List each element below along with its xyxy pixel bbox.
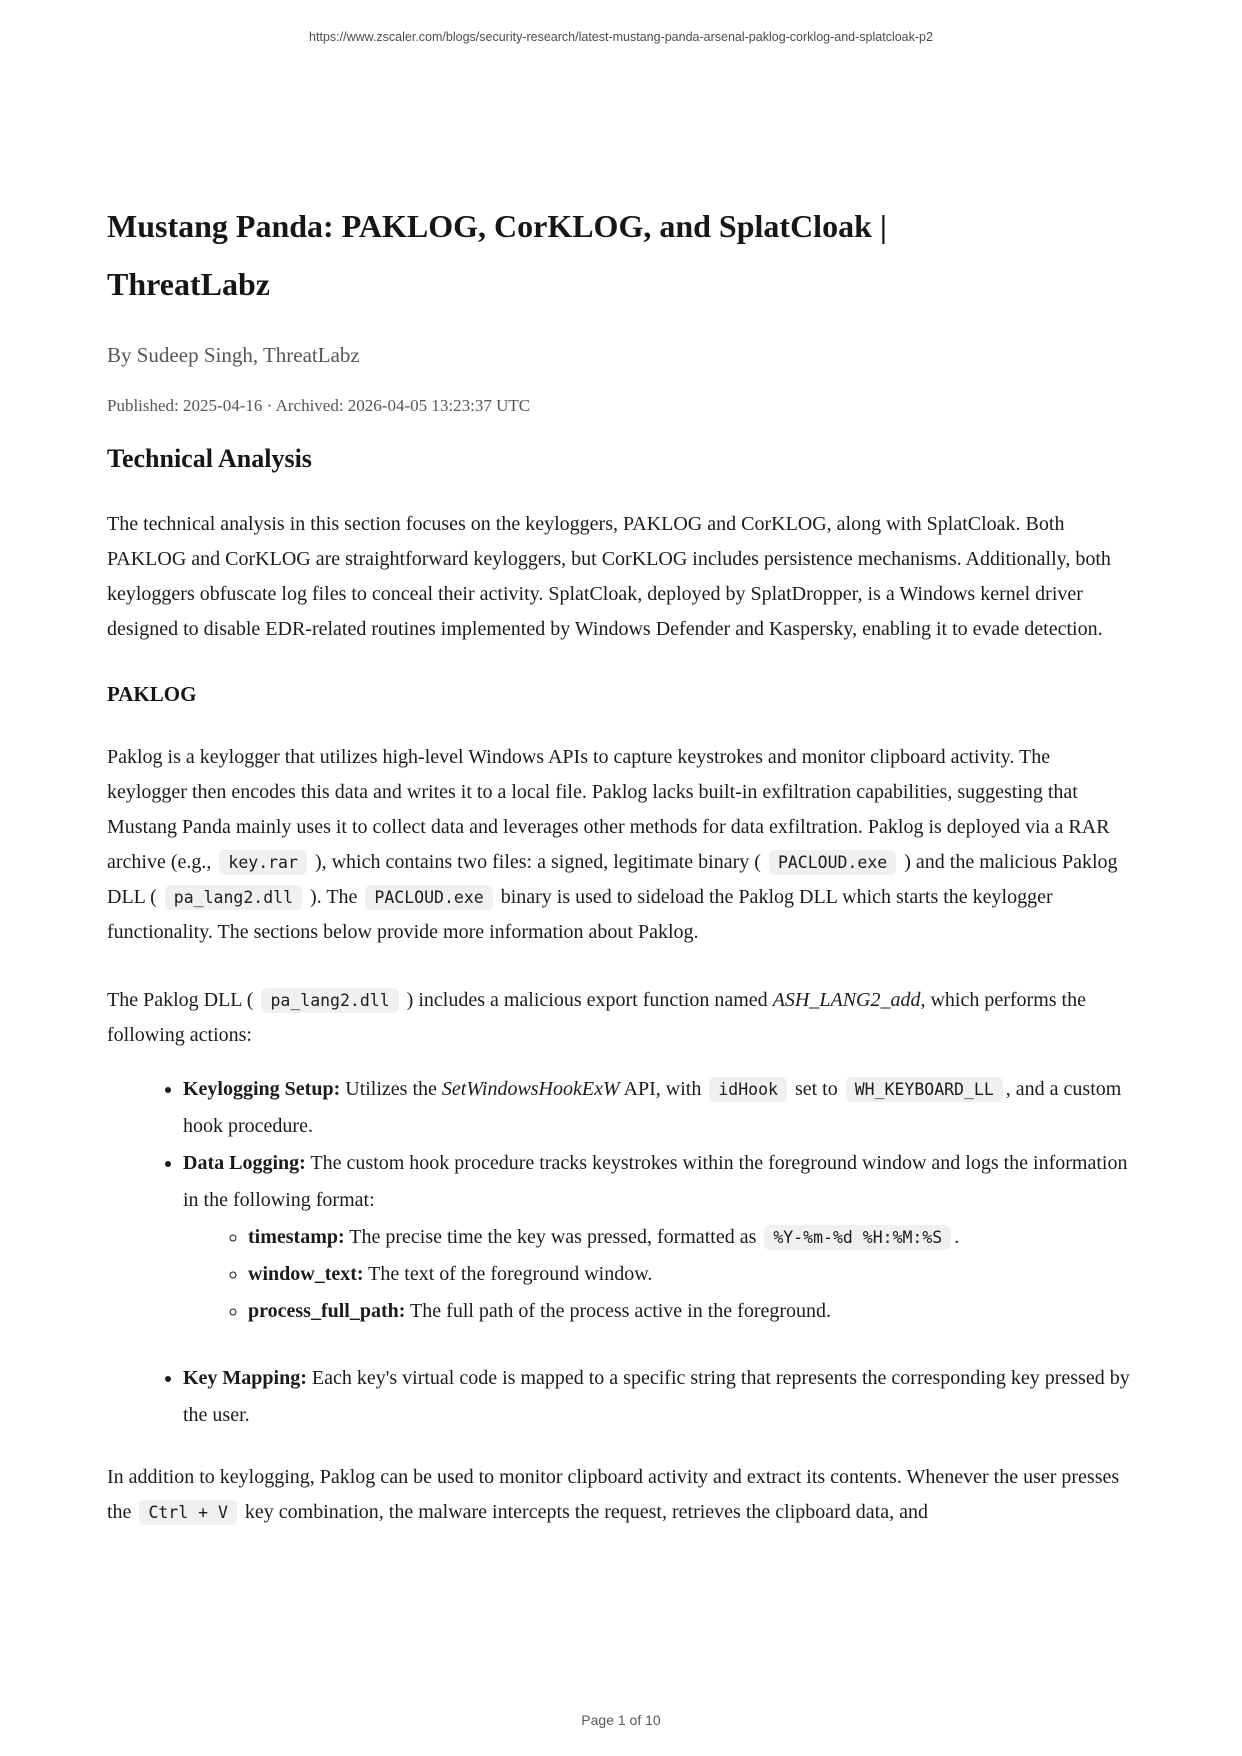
archive-url-text: https://www.zscaler.com/blogs/security-research/latest-mustang-panda-arsenal-paklog-corklog-and-splatcloak-p2 <box>309 30 933 44</box>
paragraph-clipboard-monitoring: In addition to keylogging, Paklog can be used to monitor clipboard activity and extract its contents. Whenever the user presses the Ctrl + V key combination, the malware intercepts the request, retrieves the clipboard data, and <box>107 1466 1120 1523</box>
paragraph-technical-analysis: The technical analysis in this section focuses on the keyloggers, PAKLOG and CorKLOG, along with SplatCloak. Both PAKLOG and CorKLOG are straightforward keyloggers, but CorKLOG includes persistence mechanisms. Additionally, both keyloggers obfuscate log files to conceal their activity. SplatCloak, deployed by SplatDropper, is a Windows kernel driver designed to disable EDR-related routines implemented by Windows Defender and Kaspersky, enabling it to evade detection. <box>107 513 1111 640</box>
page-title: Mustang Panda: PAKLOG, CorKLOG, and SplatCloak | ThreatLabz <box>107 208 887 302</box>
page-footer <box>0 1712 1242 1728</box>
subsection-heading-paklog: PAKLOG <box>107 682 197 706</box>
list-item-key-mapping: • Key Mapping: Each key's virtual code is mapped to a specific string that represents the corresponding key pressed by the user. <box>183 1360 1135 1434</box>
log-format-sublist <box>183 1219 1135 1330</box>
paklog-actions-list <box>107 1071 1135 1434</box>
paragraph-paklog-dll-export: The Paklog DLL ( pa_lang2.dll ) includes a malicious export function named ASH_LANG2_add, which performs the following actions: <box>107 989 1086 1046</box>
byline: By Sudeep Singh, ThreatLabz <box>107 343 360 367</box>
sublist-item-timestamp: ◦ timestamp: The precise time the key was pressed, formatted as %Y-%m-%d %H:%M:%S . <box>248 1219 1135 1256</box>
published-archived-line: Published: 2025-04-16 · Archived: 2026-04-05 13:23:37 UTC <box>107 396 531 415</box>
article-content <box>107 0 1135 1530</box>
section-heading-technical-analysis: Technical Analysis <box>107 444 312 473</box>
page-number: Page 1 of 10 <box>581 1712 661 1728</box>
sublist-item-process-full-path: ◦ process_full_path: The full path of the process active in the foreground. <box>248 1293 1135 1330</box>
list-item-data-logging <box>183 1145 1135 1330</box>
paragraph-paklog-overview: Paklog is a keylogger that utilizes high-level Windows APIs to capture keystrokes and monitor clipboard activity. The keylogger then encodes this data and writes it to a local file. Paklog lacks built-in exfiltration capabilities, suggesting that Mustang Panda mainly uses it to collect data and leverages other methods for data exfiltration. Paklog is deployed via a RAR archive (e.g., key.rar ), which contains two files: a signed, legitimate binary ( PACLOUD.exe ) and the malicious Paklog DLL ( pa_lang2.dll ). The PACLOUD.exe binary is used to sideload the Paklog DLL which starts the keylogger functionality. The sections below provide more information about Paklog. <box>107 746 1118 943</box>
list-item-data-logging-text: Data Logging: The custom hook procedure tracks keystrokes within the foreground window and logs the information in the following format: <box>183 1152 1128 1211</box>
list-item-keylogging-setup: • Keylogging Setup: Utilizes the SetWindowsHookExW API, with idHook set to WH_KEYBOARD_LL , and a custom hook procedure. <box>183 1071 1135 1145</box>
sublist-item-window-text: ◦ window_text: The text of the foreground window. <box>248 1256 1135 1293</box>
